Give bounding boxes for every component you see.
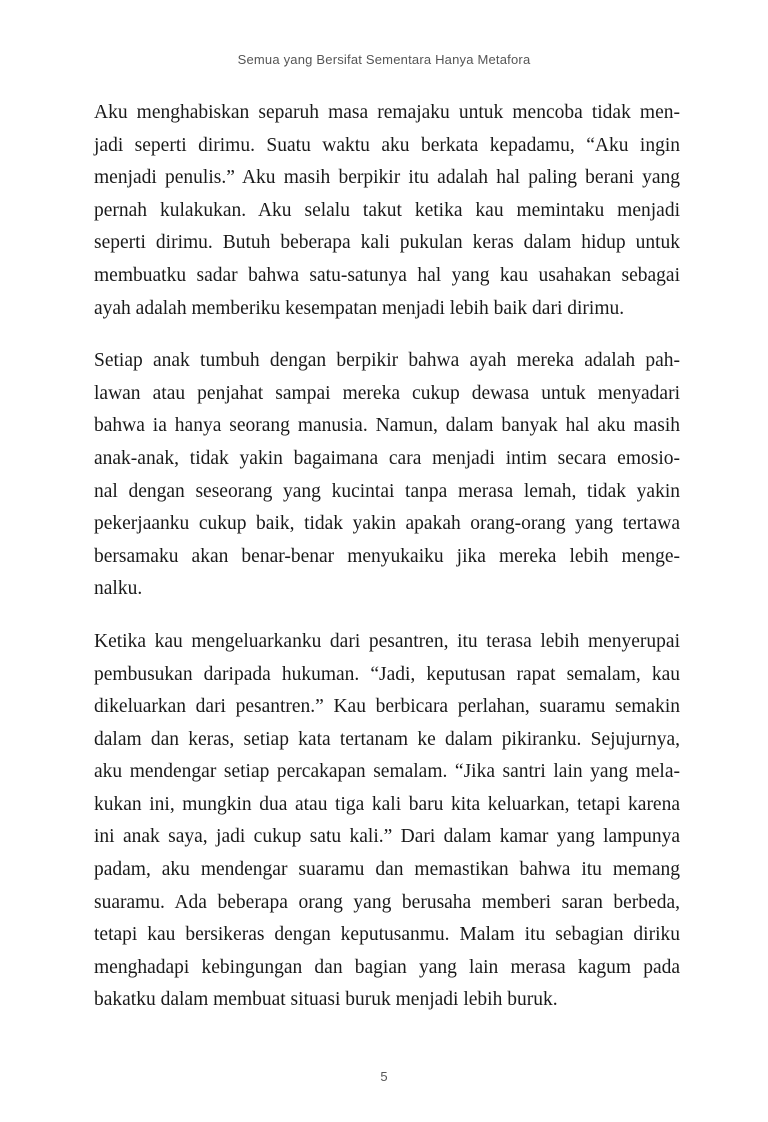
paragraph-2	[94, 345, 680, 606]
text-line: seperti dirimu. Butuh beberapa kali pukulan keras dalam hidup untuk	[94, 232, 680, 254]
running-header: Semua yang Bersifat Sementara Hanya Metafora	[237, 52, 531, 67]
text-line: lawan atau penjahat sampai mereka cukup dewasa untuk menyadari	[94, 382, 680, 404]
text-line: suaramu. Ada beberapa orang yang berusaha memberi saran berbeda,	[94, 891, 680, 913]
body-text	[94, 97, 680, 1037]
text-line: Ketika kau mengeluarkanku dari pesantren, itu terasa lebih menyerupai	[94, 630, 680, 652]
text-line: Setiap anak tumbuh dengan berpikir bahwa ayah mereka adalah pah-	[94, 350, 680, 372]
text-line: pembusukan daripada hukuman. “Jadi, keputusan rapat semalam, kau	[94, 663, 680, 685]
text-line: menjadi penulis.” Aku masih berpikir itu adalah hal paling berani yang	[94, 167, 680, 189]
page-number: 5	[380, 1069, 388, 1084]
text-line: kukan ini, mungkin dua atau tiga kali baru kita keluarkan, tetapi karena	[94, 793, 680, 815]
text-line: anak-anak, tidak yakin bagaimana cara menjadi intim secara emosio-	[94, 447, 680, 469]
text-line: membuatku sadar bahwa satu-satunya hal yang kau usahakan sebagai	[94, 264, 680, 286]
text-line: dikeluarkan dari pesantren.” Kau berbicara perlahan, suaramu semakin	[94, 696, 680, 718]
text-line: tetapi kau bersikeras dengan keputusanmu. Malam itu sebagian diriku	[94, 924, 680, 946]
paragraph-1	[94, 97, 680, 325]
text-line: ini anak saya, jadi cukup satu kali.” Dari dalam kamar yang lampunya	[94, 826, 680, 848]
text-line: nal dengan seseorang yang kucintai tanpa merasa lemah, tidak yakin	[94, 480, 680, 502]
paragraph-3	[94, 626, 680, 1017]
text-line: bersamaku akan benar-benar menyukaiku jika mereka lebih menge-	[94, 545, 680, 567]
text-line: menghadapi kebingungan dan bagian yang lain merasa kagum pada	[94, 956, 680, 978]
text-line: bakatku dalam membuat situasi buruk menjadi lebih buruk.	[94, 989, 558, 1011]
text-line: Aku menghabiskan separuh masa remajaku untuk mencoba tidak men-	[94, 102, 680, 123]
text-line: jadi seperti dirimu. Suatu waktu aku berkata kepadamu, “Aku ingin	[94, 134, 680, 156]
text-line: pernah kulakukan. Aku selalu takut ketika kau memintaku menjadi	[94, 199, 680, 221]
text-line: ayah adalah memberiku kesempatan menjadi lebih baik dari dirimu.	[94, 297, 625, 319]
text-line: padam, aku mendengar suaramu dan memastikan bahwa itu memang	[94, 859, 680, 881]
text-line: bahwa ia hanya seorang manusia. Namun, dalam banyak hal aku masih	[94, 415, 680, 437]
text-line: aku mendengar setiap percakapan semalam. “Jika santri lain yang mela-	[94, 761, 680, 783]
text-line: dalam dan keras, setiap kata tertanam ke dalam pikiranku. Sejujurnya,	[94, 728, 680, 750]
text-line: pekerjaanku cukup baik, tidak yakin apakah orang-orang yang tertawa	[94, 513, 680, 535]
text-line: nalku.	[94, 578, 143, 600]
